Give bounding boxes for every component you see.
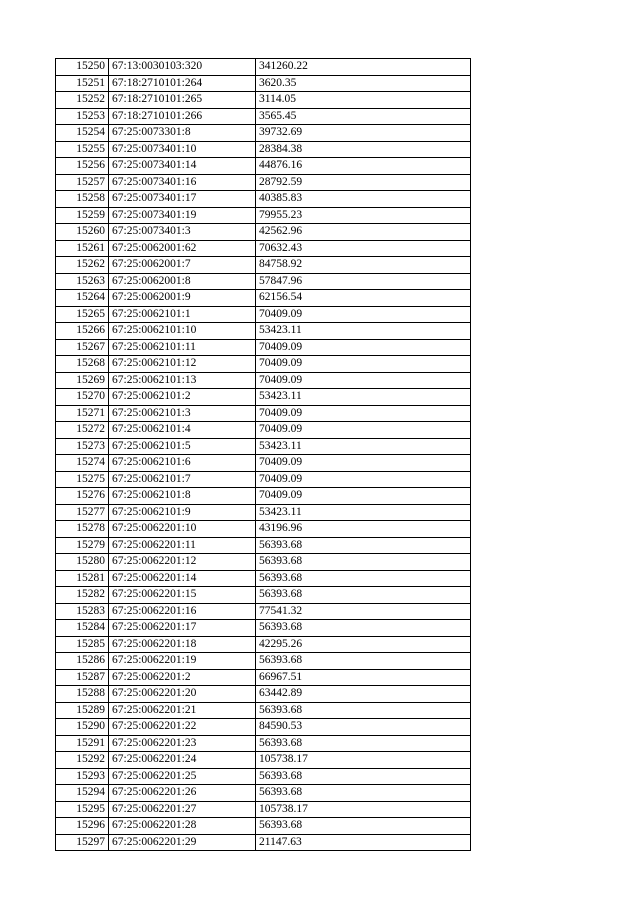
cadastral-number-cell: 67:25:0062201:26 xyxy=(109,785,256,802)
table-row xyxy=(56,125,471,142)
table-row xyxy=(56,356,471,373)
table-row xyxy=(56,59,471,76)
table-row xyxy=(56,504,471,521)
row-number-cell: 15281 xyxy=(56,570,109,587)
cadastral-number-cell: 67:25:0062201:27 xyxy=(109,801,256,818)
cadastral-number-cell: 67:25:0062201:16 xyxy=(109,603,256,620)
row-number-cell: 15259 xyxy=(56,207,109,224)
cadastral-number-cell: 67:13:0030103:320 xyxy=(109,59,256,76)
table-row xyxy=(56,719,471,736)
row-number-cell: 15257 xyxy=(56,174,109,191)
table-row xyxy=(56,405,471,422)
value-cell: 21147.63 xyxy=(256,834,471,851)
cadastral-number-cell: 67:25:0062201:18 xyxy=(109,636,256,653)
cadastral-number-cell: 67:25:0062101:6 xyxy=(109,455,256,472)
table-row xyxy=(56,273,471,290)
table-row xyxy=(56,339,471,356)
table-row xyxy=(56,752,471,769)
table-row xyxy=(56,75,471,92)
cadastral-number-cell: 67:25:0062201:21 xyxy=(109,702,256,719)
value-cell: 42295.26 xyxy=(256,636,471,653)
table-row xyxy=(56,207,471,224)
value-cell: 70409.09 xyxy=(256,405,471,422)
table-row xyxy=(56,174,471,191)
table-row xyxy=(56,570,471,587)
table-row xyxy=(56,801,471,818)
row-number-cell: 15287 xyxy=(56,669,109,686)
row-number-cell: 15273 xyxy=(56,438,109,455)
cadastral-number-cell: 67:25:0062001:62 xyxy=(109,240,256,257)
value-cell: 62156.54 xyxy=(256,290,471,307)
cadastral-number-cell: 67:25:0073401:19 xyxy=(109,207,256,224)
cadastral-number-cell: 67:25:0062201:20 xyxy=(109,686,256,703)
row-number-cell: 15294 xyxy=(56,785,109,802)
row-number-cell: 15288 xyxy=(56,686,109,703)
cadastral-number-cell: 67:25:0062201:28 xyxy=(109,818,256,835)
table-row xyxy=(56,669,471,686)
row-number-cell: 15292 xyxy=(56,752,109,769)
row-number-cell: 15278 xyxy=(56,521,109,538)
value-cell: 56393.68 xyxy=(256,554,471,571)
table-row xyxy=(56,521,471,538)
table-row xyxy=(56,372,471,389)
cadastral-number-cell: 67:25:0062201:12 xyxy=(109,554,256,571)
cadastral-number-cell: 67:25:0073301:8 xyxy=(109,125,256,142)
value-cell: 3620.35 xyxy=(256,75,471,92)
cadastral-number-cell: 67:25:0062001:9 xyxy=(109,290,256,307)
table-row xyxy=(56,191,471,208)
table-row xyxy=(56,620,471,637)
table-row xyxy=(56,422,471,439)
row-number-cell: 15291 xyxy=(56,735,109,752)
row-number-cell: 15275 xyxy=(56,471,109,488)
table-row xyxy=(56,224,471,241)
table-row xyxy=(56,438,471,455)
cadastral-number-cell: 67:25:0062001:8 xyxy=(109,273,256,290)
cadastral-number-cell: 67:25:0062101:1 xyxy=(109,306,256,323)
row-number-cell: 15266 xyxy=(56,323,109,340)
value-cell: 84758.92 xyxy=(256,257,471,274)
row-number-cell: 15286 xyxy=(56,653,109,670)
value-cell: 79955.23 xyxy=(256,207,471,224)
table-row xyxy=(56,653,471,670)
value-cell: 70409.09 xyxy=(256,372,471,389)
cadastral-number-cell: 67:25:0062101:7 xyxy=(109,471,256,488)
row-number-cell: 15255 xyxy=(56,141,109,158)
row-number-cell: 15276 xyxy=(56,488,109,505)
value-cell: 66967.51 xyxy=(256,669,471,686)
row-number-cell: 15252 xyxy=(56,92,109,109)
value-cell: 56393.68 xyxy=(256,768,471,785)
table-row xyxy=(56,603,471,620)
table-row xyxy=(56,587,471,604)
value-cell: 70409.09 xyxy=(256,471,471,488)
table-row xyxy=(56,92,471,109)
cadastral-number-cell: 67:25:0062101:12 xyxy=(109,356,256,373)
cadastral-number-cell: 67:25:0062201:11 xyxy=(109,537,256,554)
row-number-cell: 15254 xyxy=(56,125,109,142)
table-row xyxy=(56,834,471,851)
value-cell: 42562.96 xyxy=(256,224,471,241)
value-cell: 53423.11 xyxy=(256,438,471,455)
row-number-cell: 15261 xyxy=(56,240,109,257)
row-number-cell: 15260 xyxy=(56,224,109,241)
table-row xyxy=(56,158,471,175)
value-cell: 56393.68 xyxy=(256,537,471,554)
cadastral-number-cell: 67:25:0062001:7 xyxy=(109,257,256,274)
cadastral-number-cell: 67:25:0062201:14 xyxy=(109,570,256,587)
table-row xyxy=(56,768,471,785)
row-number-cell: 15272 xyxy=(56,422,109,439)
cadastral-number-cell: 67:25:0062101:13 xyxy=(109,372,256,389)
table-row xyxy=(56,323,471,340)
row-number-cell: 15253 xyxy=(56,108,109,125)
table-row xyxy=(56,240,471,257)
table-row xyxy=(56,257,471,274)
row-number-cell: 15283 xyxy=(56,603,109,620)
row-number-cell: 15293 xyxy=(56,768,109,785)
cadastral-number-cell: 67:25:0062201:19 xyxy=(109,653,256,670)
value-cell: 39732.69 xyxy=(256,125,471,142)
table-row xyxy=(56,686,471,703)
value-cell: 53423.11 xyxy=(256,504,471,521)
table-row xyxy=(56,455,471,472)
row-number-cell: 15296 xyxy=(56,818,109,835)
value-cell: 57847.96 xyxy=(256,273,471,290)
cadastral-number-cell: 67:25:0073401:14 xyxy=(109,158,256,175)
cadastral-number-cell: 67:25:0062201:23 xyxy=(109,735,256,752)
row-number-cell: 15251 xyxy=(56,75,109,92)
data-table xyxy=(55,58,471,851)
cadastral-number-cell: 67:25:0062101:9 xyxy=(109,504,256,521)
row-number-cell: 15269 xyxy=(56,372,109,389)
cadastral-number-cell: 67:25:0062201:10 xyxy=(109,521,256,538)
value-cell: 28384.38 xyxy=(256,141,471,158)
cadastral-number-cell: 67:18:2710101:266 xyxy=(109,108,256,125)
value-cell: 3114.05 xyxy=(256,92,471,109)
value-cell: 56393.68 xyxy=(256,818,471,835)
value-cell: 70409.09 xyxy=(256,455,471,472)
row-number-cell: 15267 xyxy=(56,339,109,356)
row-number-cell: 15274 xyxy=(56,455,109,472)
table-row xyxy=(56,702,471,719)
table-row xyxy=(56,108,471,125)
row-number-cell: 15297 xyxy=(56,834,109,851)
row-number-cell: 15262 xyxy=(56,257,109,274)
value-cell: 341260.22 xyxy=(256,59,471,76)
cadastral-number-cell: 67:25:0062101:8 xyxy=(109,488,256,505)
cadastral-number-cell: 67:25:0062201:25 xyxy=(109,768,256,785)
cadastral-number-cell: 67:25:0062101:10 xyxy=(109,323,256,340)
cadastral-number-cell: 67:25:0073401:10 xyxy=(109,141,256,158)
row-number-cell: 15280 xyxy=(56,554,109,571)
cadastral-number-cell: 67:25:0062201:24 xyxy=(109,752,256,769)
cadastral-number-cell: 67:18:2710101:264 xyxy=(109,75,256,92)
cadastral-number-cell: 67:25:0062101:4 xyxy=(109,422,256,439)
table-row xyxy=(56,290,471,307)
row-number-cell: 15285 xyxy=(56,636,109,653)
row-number-cell: 15263 xyxy=(56,273,109,290)
cadastral-number-cell: 67:25:0062201:22 xyxy=(109,719,256,736)
table-row xyxy=(56,785,471,802)
cadastral-number-cell: 67:25:0062201:29 xyxy=(109,834,256,851)
value-cell: 105738.17 xyxy=(256,752,471,769)
value-cell: 56393.68 xyxy=(256,702,471,719)
value-cell: 56393.68 xyxy=(256,620,471,637)
cadastral-number-cell: 67:25:0062101:11 xyxy=(109,339,256,356)
value-cell: 56393.68 xyxy=(256,735,471,752)
cadastral-number-cell: 67:25:0062201:2 xyxy=(109,669,256,686)
value-cell: 44876.16 xyxy=(256,158,471,175)
table-row xyxy=(56,488,471,505)
value-cell: 105738.17 xyxy=(256,801,471,818)
value-cell: 3565.45 xyxy=(256,108,471,125)
value-cell: 84590.53 xyxy=(256,719,471,736)
row-number-cell: 15279 xyxy=(56,537,109,554)
cadastral-number-cell: 67:18:2710101:265 xyxy=(109,92,256,109)
table-row xyxy=(56,141,471,158)
row-number-cell: 15265 xyxy=(56,306,109,323)
value-cell: 70409.09 xyxy=(256,356,471,373)
table-row xyxy=(56,471,471,488)
cadastral-number-cell: 67:25:0073401:17 xyxy=(109,191,256,208)
table-row xyxy=(56,537,471,554)
row-number-cell: 15268 xyxy=(56,356,109,373)
value-cell: 56393.68 xyxy=(256,587,471,604)
cadastral-number-cell: 67:25:0062101:5 xyxy=(109,438,256,455)
row-number-cell: 15290 xyxy=(56,719,109,736)
value-cell: 77541.32 xyxy=(256,603,471,620)
value-cell: 28792.59 xyxy=(256,174,471,191)
value-cell: 53423.11 xyxy=(256,389,471,406)
row-number-cell: 15258 xyxy=(56,191,109,208)
row-number-cell: 15289 xyxy=(56,702,109,719)
value-cell: 53423.11 xyxy=(256,323,471,340)
table-body xyxy=(56,59,471,851)
cadastral-number-cell: 67:25:0073401:3 xyxy=(109,224,256,241)
value-cell: 63442.89 xyxy=(256,686,471,703)
cadastral-number-cell: 67:25:0062201:17 xyxy=(109,620,256,637)
row-number-cell: 15295 xyxy=(56,801,109,818)
row-number-cell: 15264 xyxy=(56,290,109,307)
value-cell: 70409.09 xyxy=(256,306,471,323)
table-row xyxy=(56,735,471,752)
cadastral-number-cell: 67:25:0062101:2 xyxy=(109,389,256,406)
row-number-cell: 15270 xyxy=(56,389,109,406)
table-row xyxy=(56,636,471,653)
value-cell: 56393.68 xyxy=(256,653,471,670)
row-number-cell: 15284 xyxy=(56,620,109,637)
row-number-cell: 15282 xyxy=(56,587,109,604)
table-row xyxy=(56,818,471,835)
value-cell: 70409.09 xyxy=(256,488,471,505)
value-cell: 70409.09 xyxy=(256,422,471,439)
table-row xyxy=(56,554,471,571)
row-number-cell: 15271 xyxy=(56,405,109,422)
cadastral-number-cell: 67:25:0073401:16 xyxy=(109,174,256,191)
value-cell: 56393.68 xyxy=(256,785,471,802)
value-cell: 56393.68 xyxy=(256,570,471,587)
cadastral-number-cell: 67:25:0062201:15 xyxy=(109,587,256,604)
value-cell: 43196.96 xyxy=(256,521,471,538)
table-row xyxy=(56,306,471,323)
row-number-cell: 15277 xyxy=(56,504,109,521)
row-number-cell: 15256 xyxy=(56,158,109,175)
row-number-cell: 15250 xyxy=(56,59,109,76)
cadastral-number-cell: 67:25:0062101:3 xyxy=(109,405,256,422)
value-cell: 40385.83 xyxy=(256,191,471,208)
table-row xyxy=(56,389,471,406)
value-cell: 70409.09 xyxy=(256,339,471,356)
value-cell: 70632.43 xyxy=(256,240,471,257)
